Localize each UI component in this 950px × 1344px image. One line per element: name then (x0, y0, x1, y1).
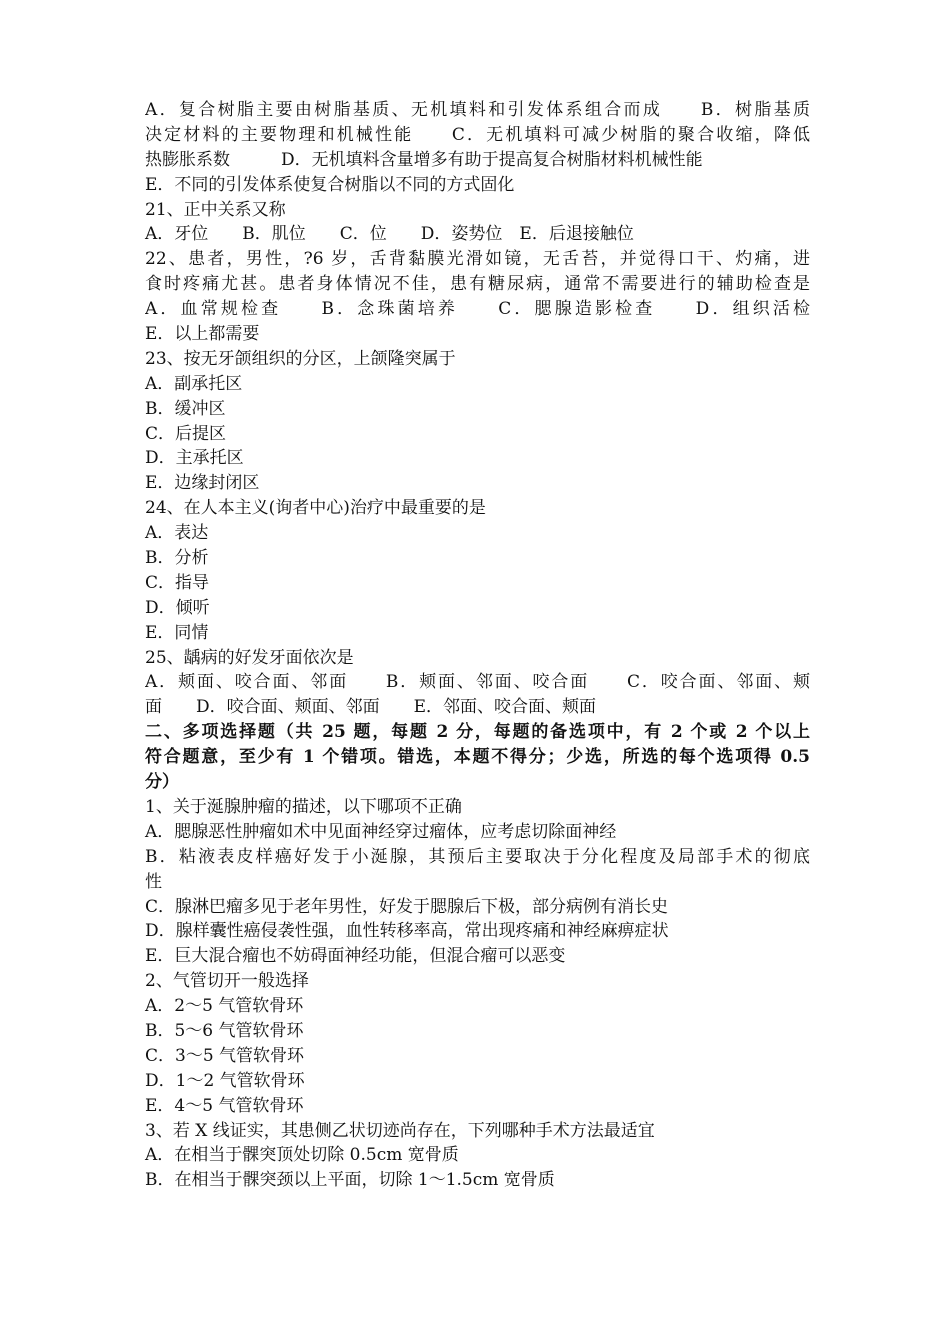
text-line: E．同情 (145, 622, 209, 643)
text-line: A．腮腺恶性肿瘤如术中见面神经穿过瘤体，应考虑切除面神经 (145, 821, 617, 842)
text-line: 决定材料的主要物理和机械性能 C．无机填料可减少树脂的聚合收缩，降低 (145, 124, 810, 145)
text-line: D．主承托区 (145, 448, 244, 469)
text-line: 3、若 X 线证实，其患侧乙状切迹尚存在，下列哪种手术方法最适宜 (145, 1120, 655, 1141)
text-line: B．分析 (145, 548, 209, 569)
text-line: C．指导 (145, 572, 210, 593)
text-line: 食时疼痛尤甚。患者身体情况不佳，患有糖尿病，通常不需要进行的辅助检查是 (145, 274, 810, 295)
text-line: B．粘液表皮样癌好发于小涎腺，其预后主要取决于分化程度及局部手术的彻底 (145, 846, 810, 867)
text-line: C．腺淋巴瘤多见于老年男性，好发于腮腺后下极，部分病例有消长史 (145, 896, 669, 917)
text-line: B．缓冲区 (145, 398, 226, 419)
text-line: B．在相当于髁突颈以上平面，切除 1～1.5cm 宽骨质 (145, 1170, 555, 1191)
text-line: D．1～2 气管软骨环 (145, 1070, 305, 1091)
text-line: E．巨大混合瘤也不妨碍面神经功能，但混合瘤可以恶变 (145, 946, 566, 967)
text-line: A．在相当于髁突顶处切除 0.5cm 宽骨质 (145, 1145, 459, 1166)
document-page (145, 98, 810, 1193)
text-line: 2、气管切开一般选择 (145, 971, 309, 992)
text-line: 25、龋病的好发牙面依次是 (145, 647, 354, 668)
text-line: 热膨胀系数 D．无机填料含量增多有助于提高复合树脂材料机械性能 (145, 149, 703, 170)
text-line: 分） (145, 772, 179, 793)
text-line: 1、关于涎腺肿瘤的描述，以下哪项不正确 (145, 796, 462, 817)
text-line: 21、正中关系又称 (145, 199, 286, 220)
text-line: 24、在人本主义(询者中心)治疗中最重要的是 (145, 498, 486, 519)
text-line: A．副承托区 (145, 373, 243, 394)
text-line: 23、按无牙颌组织的分区，上颌隆突属于 (145, 348, 456, 369)
text-line: 22、患者，男性，?6 岁，舌背黏膜光滑如镜，无舌苔，并觉得口干、灼痛，进 (145, 249, 810, 270)
text-line: A．复合树脂主要由树脂基质、无机填料和引发体系组合而成 B．树脂基质 (145, 100, 810, 120)
text-line: A．表达 (145, 523, 209, 544)
text-line: E．以上都需要 (145, 324, 260, 345)
text-line: 性 (145, 871, 162, 892)
text-line: D．腺样囊性癌侵袭性强，血性转移率高，常出现疼痛和神经麻痹症状 (145, 921, 669, 942)
text-line: A．颊面、咬合面、邻面 B．颊面、邻面、咬合面 C．咬合面、邻面、颊 (145, 672, 810, 693)
text-line: E．4～5 气管软骨环 (145, 1095, 304, 1116)
text-line: C．后提区 (145, 423, 227, 444)
text-line: 符合题意，至少有 1 个错项。错选，本题不得分；少选，所选的每个选项得 0.5 (145, 747, 810, 768)
text-line: D．倾听 (145, 597, 210, 618)
text-line: E．边缘封闭区 (145, 473, 260, 494)
text-line: E．不同的引发体系使复合树脂以不同的方式固化 (145, 174, 515, 195)
text-line: A．血常规检查 B．念珠菌培养 C．腮腺造影检查 D．组织活检 (145, 299, 810, 320)
text-line: B．5～6 气管软骨环 (145, 1020, 304, 1041)
text-line: A．2～5 气管软骨环 (145, 996, 304, 1017)
text-line: A．牙位 B．肌位 C．位 D．姿势位 E．后退接触位 (145, 224, 634, 245)
text-line: 二、多项选择题（共 25 题，每题 2 分，每题的备选项中，有 2 个或 2 个以上 (145, 722, 810, 743)
text-line: C．3～5 气管软骨环 (145, 1045, 305, 1066)
text-line: 面 D．咬合面、颊面、邻面 E．邻面、咬合面、颊面 (145, 697, 597, 718)
